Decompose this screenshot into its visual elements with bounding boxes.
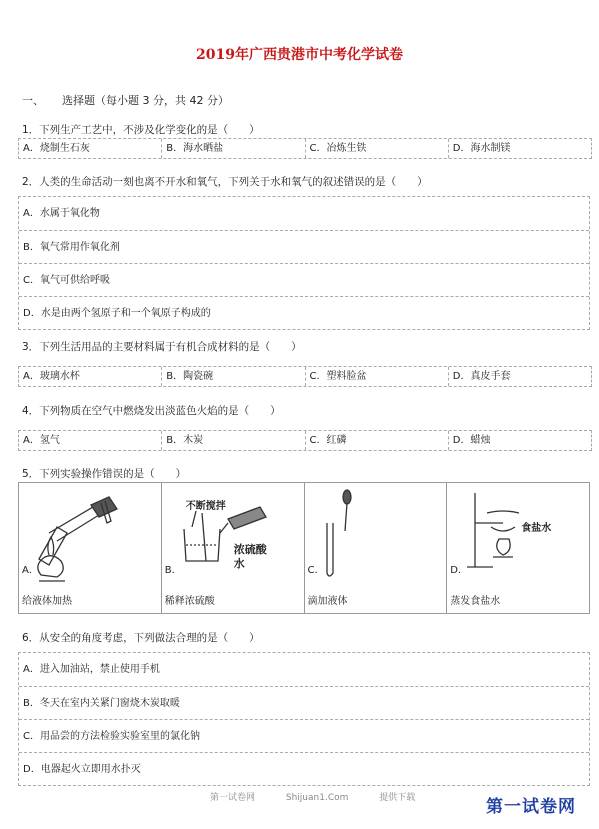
option-d-figure <box>446 483 589 613</box>
question-4-text: 4．下列物质在空气中燃烧发出淡蓝色火焰的是（ ） <box>22 405 281 417</box>
footer-download-text: 提供下载 <box>379 793 416 803</box>
question-6-options <box>18 652 590 786</box>
page-footer <box>210 790 443 803</box>
option-b: B．海水晒盐 <box>161 139 304 158</box>
option-letter: D． <box>450 565 468 576</box>
option-a: A．玻璃水杯 <box>23 371 80 382</box>
option-a: A．水属于氧化物 <box>23 208 100 219</box>
option-c: C．红磷 <box>305 431 448 450</box>
figure-label-stir: 不断搅拌 <box>185 501 226 512</box>
option-letter: B． <box>164 565 182 576</box>
option-letter: C． <box>307 565 325 576</box>
option-a-figure <box>19 483 161 613</box>
option-letter: A． <box>22 565 39 576</box>
figure-label-brine: 食盐水 <box>521 523 552 534</box>
option-d: D．电器起火立即用水扑灭 <box>19 752 589 785</box>
question-6-text: 6．从安全的角度考虑，下列做法合理的是（ ） <box>22 632 260 644</box>
page-title: 2019年广西贵港市中考化学试卷 <box>196 47 403 63</box>
option-d: D．海水制镁 <box>448 139 591 158</box>
question-4-options <box>18 430 592 451</box>
figure-label-water: 水 <box>233 557 245 570</box>
option-c: C．塑料脸盆 <box>305 367 448 386</box>
option-d: D．蜡烛 <box>448 431 591 450</box>
option-c: C．冶炼生铁 <box>305 139 448 158</box>
option-a: A．烧制生石灰 <box>23 143 90 154</box>
section-heading <box>22 92 229 108</box>
site-logo: 第一试卷网 <box>486 797 576 817</box>
question-2-options <box>18 196 590 330</box>
footer-site-name: 第一试卷网 <box>210 793 256 803</box>
option-b: B．氧气常用作氧化剂 <box>19 230 589 263</box>
option-caption: 滴加液体 <box>307 596 348 607</box>
question-5-text: 5．下列实验操作错误的是（ ） <box>22 468 187 480</box>
option-caption: 给液体加热 <box>22 596 72 607</box>
question-1-text: 1．下列生产工艺中，不涉及化学变化的是（ ） <box>22 124 260 136</box>
option-a: A．进入加油站，禁止使用手机 <box>23 664 160 675</box>
figure-label-acid: 浓硫酸 <box>233 543 267 556</box>
option-b: B．木炭 <box>161 431 304 450</box>
option-b: B．陶瓷碗 <box>161 367 304 386</box>
option-b: B．冬天在室内关紧门窗烧木炭取暖 <box>19 686 589 719</box>
option-d: D．水是由两个氢原子和一个氧原子构成的 <box>19 296 589 329</box>
section-label: 选择题（每小题 3 分，共 42 分） <box>62 94 229 107</box>
question-3-text: 3．下列生活用品的主要材料属于有机合成材料的是（ ） <box>22 341 302 353</box>
section-number: 一、 <box>22 94 44 107</box>
option-caption: 稀释浓硫酸 <box>164 596 215 607</box>
footer-site-url[interactable]: Shijuan1.Com <box>285 793 349 803</box>
question-2-text: 2．人类的生命活动一刻也离不开水和氧气，下列关于水和氧气的叙述错误的是（ ） <box>22 176 428 188</box>
option-b-figure <box>161 483 304 613</box>
option-c: C．氧气可供给呼吸 <box>19 263 589 296</box>
option-caption: 蒸发食盐水 <box>450 596 501 607</box>
question-1-options <box>18 138 592 159</box>
option-d: D．真皮手套 <box>448 367 591 386</box>
question-3-options <box>18 366 592 387</box>
option-a: A．氢气 <box>23 435 60 446</box>
option-c: C．用品尝的方法检验实验室里的氯化钠 <box>19 719 589 752</box>
question-5-options <box>18 482 590 614</box>
option-c-figure <box>304 483 447 613</box>
